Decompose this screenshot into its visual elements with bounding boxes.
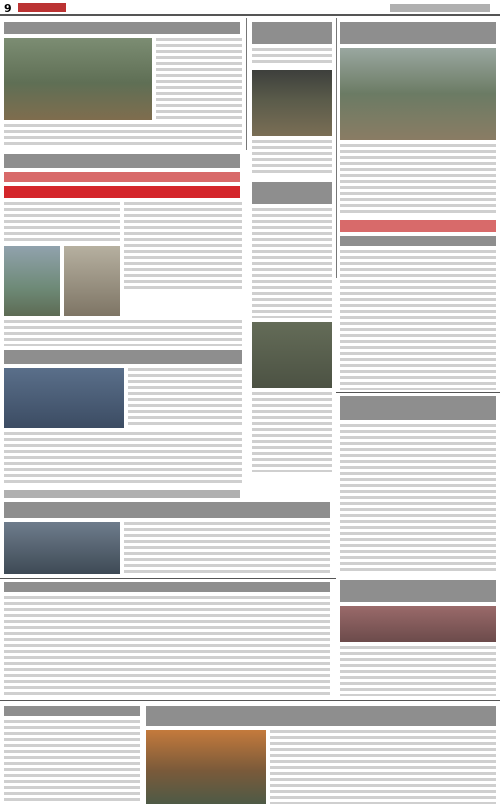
paper-name-placeholder xyxy=(18,3,66,12)
rule-lower xyxy=(0,700,500,701)
story6-body xyxy=(340,250,496,390)
story2-headline xyxy=(252,22,332,44)
story10-headline xyxy=(4,502,330,518)
story4-headline xyxy=(4,154,240,168)
story7-body xyxy=(340,424,496,574)
rule-top-2 xyxy=(336,18,337,278)
date-line-placeholder xyxy=(390,4,490,12)
rule-mid-left xyxy=(0,578,336,579)
story10-body xyxy=(124,522,330,574)
story4-subheadline xyxy=(4,172,240,182)
police-arrest-photo xyxy=(252,70,332,136)
story1-body-bottom xyxy=(4,124,242,148)
story1-headline xyxy=(4,22,240,34)
story9-body xyxy=(340,646,496,696)
rule-top-1 xyxy=(246,18,247,150)
story7-headline xyxy=(340,396,496,420)
story4-body-bottom xyxy=(4,320,242,346)
story4-body-left xyxy=(4,202,120,242)
story6-headline-line2 xyxy=(340,236,496,246)
page-number: 9 xyxy=(4,2,12,15)
pregnant-woman-rescue-photo xyxy=(4,522,120,574)
accused-photo xyxy=(252,322,332,388)
story11-body xyxy=(4,596,330,696)
story5-body xyxy=(252,208,332,318)
story13-body xyxy=(270,730,496,804)
temple-flood-photo xyxy=(4,38,152,120)
women-protest-photo xyxy=(340,606,496,642)
story5-body-bottom xyxy=(252,392,332,472)
rescue-team-photo xyxy=(146,730,266,804)
story12-body-left xyxy=(4,720,140,804)
drama-festival-stage-photo xyxy=(4,368,124,428)
story8-body-right xyxy=(128,368,242,428)
story10-kicker xyxy=(4,490,240,498)
story8-body-bottom xyxy=(4,432,242,484)
village-street-photo xyxy=(340,48,496,140)
story4-body-right xyxy=(124,202,242,290)
story11-headline xyxy=(4,582,330,592)
story9-headline xyxy=(340,580,496,602)
river-boat-photo xyxy=(4,246,60,316)
story8-headline xyxy=(4,350,242,364)
story6-headline xyxy=(340,220,496,232)
story2-body xyxy=(252,140,332,176)
story5-headline xyxy=(252,182,332,204)
story2-body-top xyxy=(252,48,332,66)
official-inspection-photo xyxy=(64,246,120,316)
story1-body-right xyxy=(156,38,242,120)
story13-headline xyxy=(146,706,496,726)
story3-body xyxy=(340,144,496,214)
story3-headline xyxy=(340,22,496,44)
story12-headline xyxy=(4,706,140,716)
story4-red-band xyxy=(4,186,240,198)
rule-right-block xyxy=(336,392,500,393)
